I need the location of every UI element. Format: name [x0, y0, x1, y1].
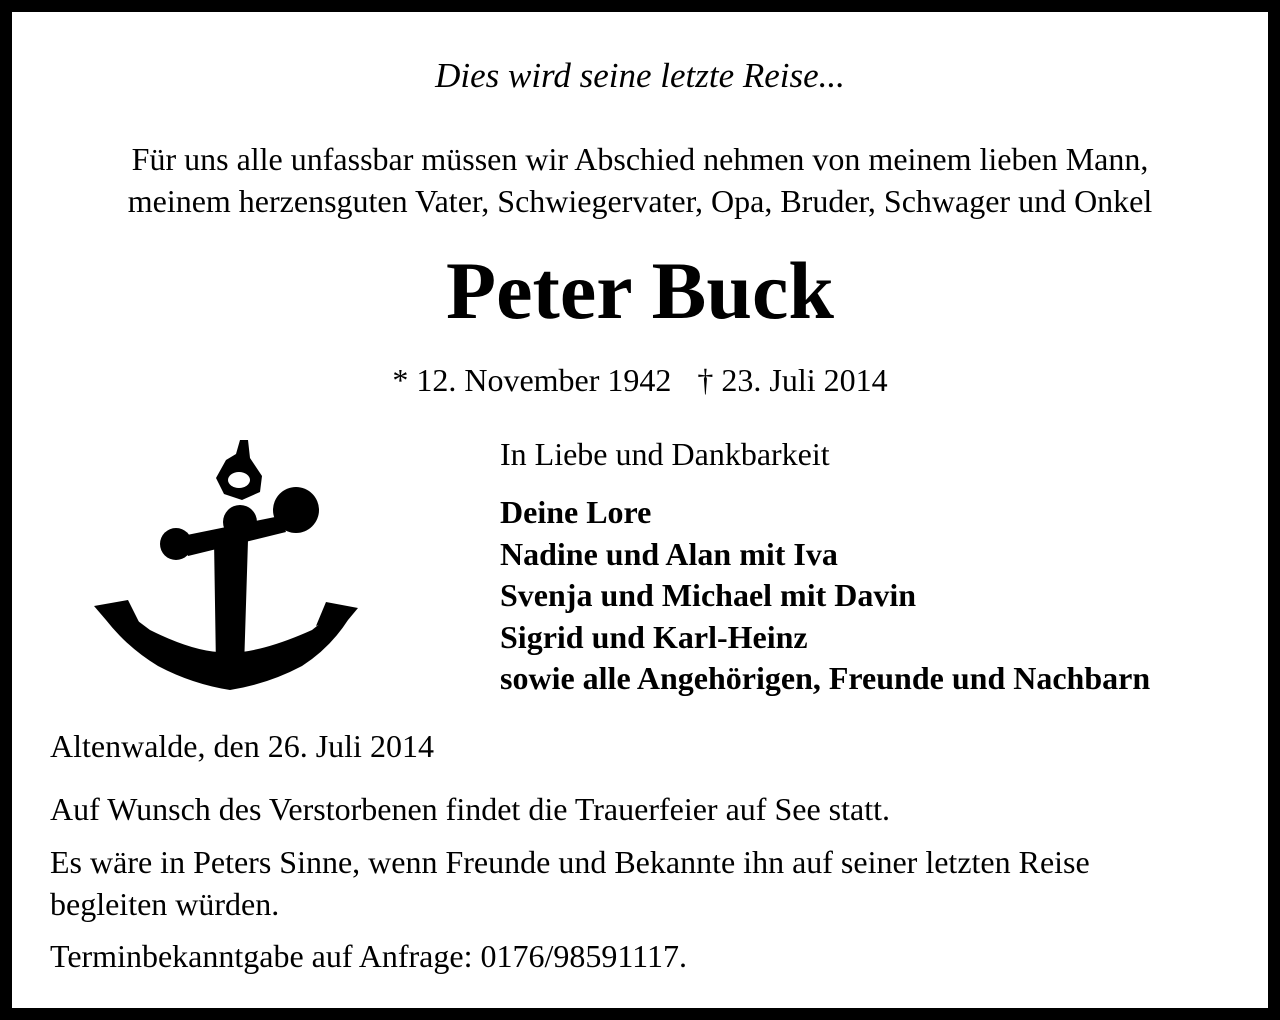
wish-notice — [50, 846, 1090, 930]
wish-line: begleiten würden. — [50, 886, 280, 922]
mourner-item: Nadine und Alan mit Iva — [500, 535, 838, 572]
intro-line: Für uns alle unfassbar müssen wir Abschied nehmen von meinem lieben Mann, — [131, 141, 1149, 177]
place-date: Altenwalde, den 26. Juli 2014 — [50, 728, 434, 764]
ceremony-notice: Auf Wunsch des Verstorbenen findet die Trauerfeier auf See statt. — [50, 791, 890, 827]
anchor-icon — [90, 434, 365, 692]
mourner-item: Sigrid und Karl-Heinz — [500, 618, 808, 655]
death-date: † 23. Juli 2014 — [697, 362, 888, 398]
mourners-block — [500, 438, 1150, 704]
deceased-name: Peter Buck — [446, 245, 834, 336]
intro-line: meinem herzensguten Vater, Schwiegervater, Opa, Bruder, Schwager und Onkel — [127, 183, 1153, 219]
motto: Dies wird seine letzte Reise... — [435, 56, 845, 95]
mourner-item: Svenja und Michael mit Davin — [500, 577, 917, 614]
mourner-item: sowie alle Angehörigen, Freunde und Nachbarn — [500, 660, 1151, 697]
life-dates — [0, 364, 1280, 396]
wish-line: Es wäre in Peters Sinne, wenn Freunde und Bekannte ihn auf seiner letzten Reise — [50, 844, 1090, 880]
mourner-item: Deine Lore — [500, 494, 652, 530]
mourner-list — [500, 496, 1150, 704]
intro-text — [0, 143, 1280, 227]
thanks-line: In Liebe und Dankbarkeit — [500, 436, 830, 472]
appointment-notice: Terminbekanntgabe auf Anfrage: 0176/98591117. — [50, 938, 687, 974]
birth-date: * 12. November 1942 — [392, 362, 672, 398]
